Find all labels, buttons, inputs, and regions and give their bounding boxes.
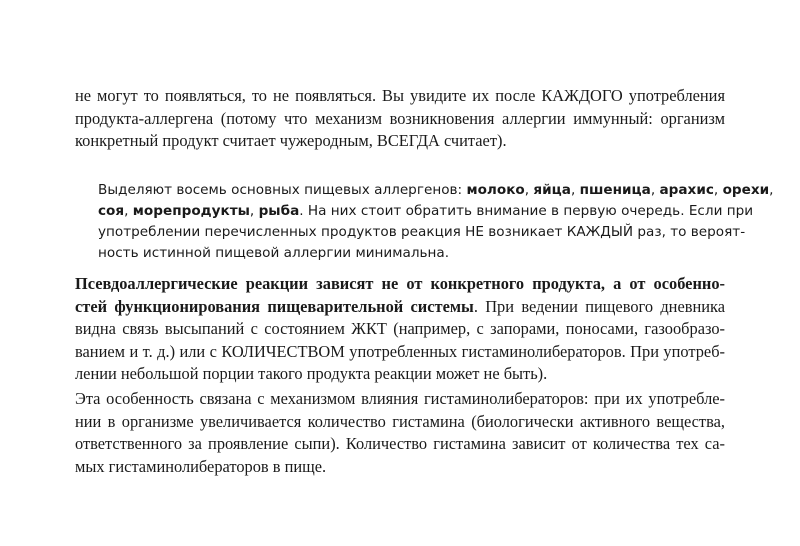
text-line: Эта особенность связана с механизмом влияния гистаминолибераторов: при их употребле- bbox=[75, 389, 725, 408]
text-line bbox=[75, 273, 725, 296]
allergen-milk: молоко bbox=[466, 182, 525, 198]
text-line bbox=[75, 296, 725, 319]
paragraph-intro bbox=[75, 85, 725, 153]
allergen-eggs: яйца bbox=[533, 182, 571, 198]
text-line: ность истинной пищевой аллергии минимальна. bbox=[98, 245, 450, 261]
text-line: лении небольшой порции такого продукта реакции может не быть). bbox=[75, 364, 548, 384]
separator: , bbox=[124, 203, 133, 219]
separator-comma: , bbox=[769, 182, 774, 198]
text-line: видна связь высыпаний с состоянием ЖКТ (например, с запорами, поносами, газообразо- bbox=[75, 319, 725, 339]
separator: , bbox=[249, 203, 259, 219]
text-line: конкретный продукт считает чужеродным, ВСЕГДА считает). bbox=[75, 131, 507, 151]
separator: , bbox=[570, 182, 580, 198]
allergen-nuts: орехи bbox=[722, 182, 770, 198]
bold-lead-2: стей функционирования пищеварительной системы bbox=[75, 296, 474, 316]
allergen-soy: соя bbox=[98, 203, 125, 219]
text-line bbox=[98, 180, 774, 201]
text-line: продукта-аллергена (потому что механизм возникновения аллергии иммунный: организм bbox=[75, 108, 725, 128]
text-line: ответственного за проявление сыпи). Количество гистамина зависит от количества тех са- bbox=[75, 434, 725, 454]
allergen-peanut: арахис bbox=[659, 182, 714, 198]
text-line: мых гистаминолибераторов в пище. bbox=[75, 456, 327, 476]
bold-lead-1: Псевдоаллергические реакции зависят не от конкретного продукта, а от особенно- bbox=[75, 274, 725, 293]
allergens-note bbox=[98, 180, 774, 264]
line-rest: . При ведении пищевого дневника bbox=[473, 296, 725, 316]
text-line: употреблении перечисленных продуктов реакция НЕ возникает КАЖДЫЙ раз, то вероят- bbox=[98, 224, 746, 240]
note-line2-suffix: . На них стоит обратить внимание в первую очередь. Если при bbox=[299, 203, 754, 219]
note-intro: Выделяют восемь основных пищевых аллергенов: bbox=[98, 182, 467, 198]
allergen-fish: рыба bbox=[258, 203, 300, 219]
text-line: нии в организме увеличивается количество гистамина (биологически активного вещества, bbox=[75, 411, 725, 431]
separator: , bbox=[713, 182, 723, 198]
text-line: не могут то появляться, то не появляться. Вы увидите их после КАЖДОГО употребления bbox=[75, 86, 725, 105]
allergen-wheat: пшеница bbox=[579, 182, 651, 198]
paragraph-histamine bbox=[75, 388, 725, 478]
separator: , bbox=[524, 182, 534, 198]
text-line bbox=[98, 201, 754, 222]
paragraph-pseudoallergy bbox=[75, 273, 725, 386]
allergen-seafood: морепродукты bbox=[132, 203, 250, 219]
separator: , bbox=[650, 182, 660, 198]
text-line: ванием и т. д.) или с КОЛИЧЕСТВОМ употребленных гистаминолибераторов. При употреб- bbox=[75, 341, 725, 361]
